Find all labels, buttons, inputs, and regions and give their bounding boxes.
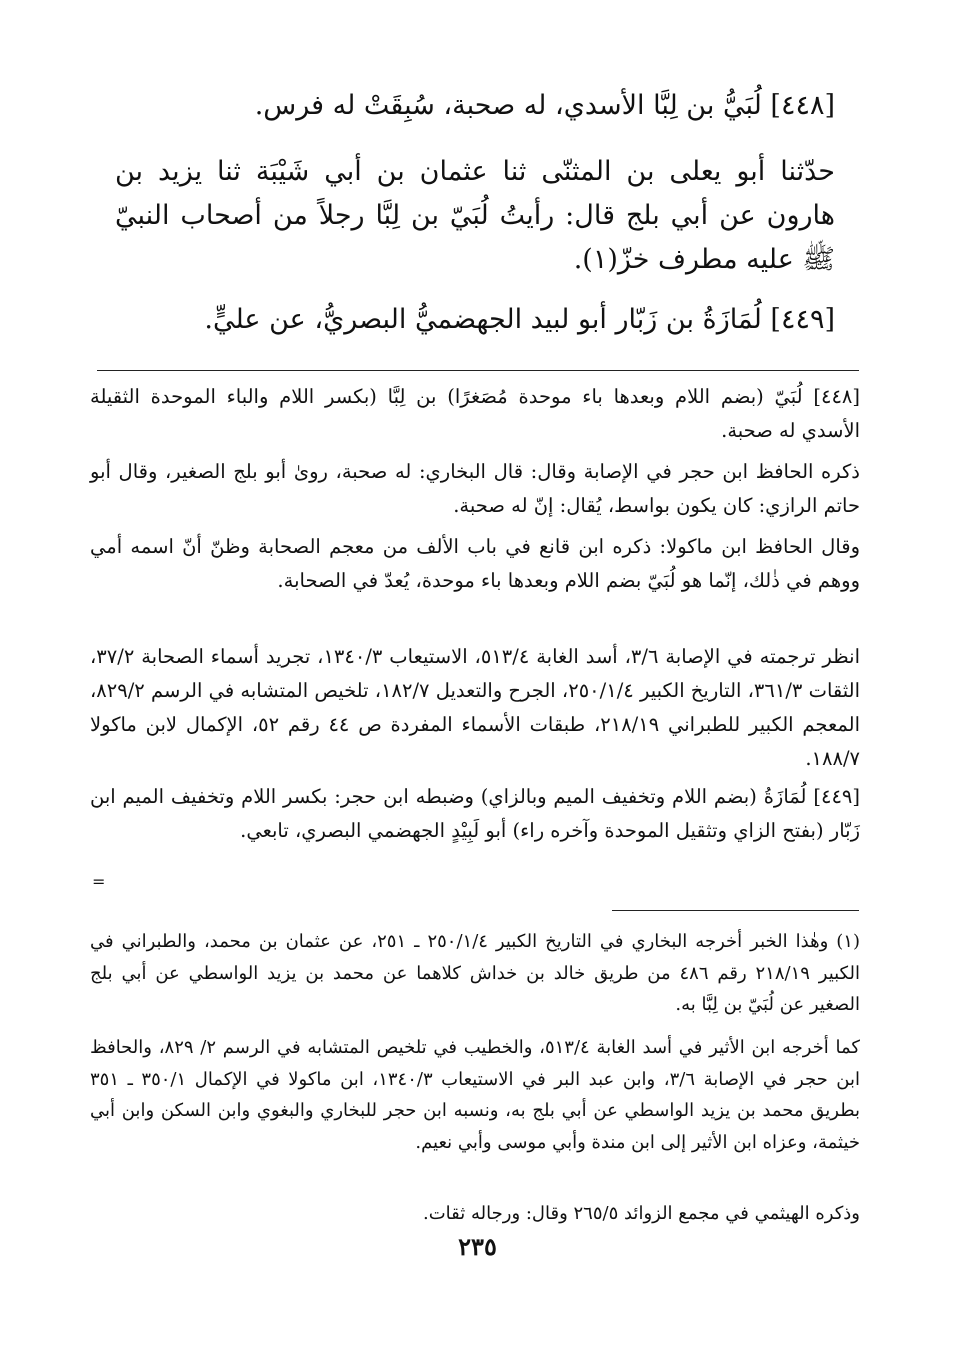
footnote-1-end: وذكره الهيثمي في مجمع الزوائد ٢٦٥/٥ وقال: ورجاله ثقات. xyxy=(423,1203,860,1224)
note-448-paragraph: ذكره الحافظ ابن حجر في الإصابة وقال: قال البخاري: له صحبة، روىٰ أبو بلج الصغير، وقال أبو حاتم الرازي: كان يكون بواسط، يُقال: إنّ له صحبة. xyxy=(90,460,860,517)
note-449: [٤٤٩] لُمَازَةُ (بضم اللام وتخفيف الميم وبالزاي) وضبطه ابن حجر: بكسر اللام وتخفيف الميم ابن زَبّار (بفتح الزاي وتثقيل الموحدة وآخره راء) أبو لَبِيْدٍ الجهضمي البصري، تابعي. xyxy=(90,785,860,842)
main-entry-448: [٤٤٨] لُبَيُّ بن لِبَّا الأسدي، له صحبة، سُبِقَتْ له فرس. xyxy=(254,90,835,121)
continuation-mark: = xyxy=(92,872,106,891)
notes-separator xyxy=(97,370,859,371)
page-number: ٢٣٥ xyxy=(458,1232,497,1261)
footnote-separator xyxy=(612,910,859,911)
note-448-heading: [٤٤٨] لُبَيّ (بضم اللام وبعدها باء موحدة مُصَغرًا) بن لِبَّا (بكسر اللام والباء الموحدة الثقيلة الأسدي له صحبة. xyxy=(90,385,860,442)
main-entry-449: [٤٤٩] لُمَازَةُ بن زَبّار أبو لبيد الجهضميُّ البصريُّ، عن عليٍّ. xyxy=(204,304,835,335)
footnote-1-continuation: كما أخرجه ابن الأثير في أسد الغابة ٥١٣/٤، والخطيب في تلخيص المتشابه في الرسم ٢/ ٨٢٩، والحافظ ابن حجر في الإصابة ٣/٦، وابن عبد البر في الاستيعاب ١٣٤٠/٣، ابن ماكولا في الإكمال ٣٥٠/١ ـ ٣٥١ بطريق محمد بن يزيد الواسطي عن أبي بلج به، ونسبه ابن حجر للبخاري والبغوي وابن السكن وابن أبي خيثمة، وعزاه ابن الأثير إلى ابن مندة وأبي موسى وأبي نعيم. xyxy=(90,1037,860,1153)
footnote-1: (١) وهٰذا الخبر أخرجه البخاري في التاريخ الكبير ٢٥٠/١/٤ ـ ٢٥١، عن عثمان بن محمد، والطبراني في الكبير ٢١٨/١٩ رقم ٤٨٦ من طريق خالد بن خداش كلاهما عن محمد بن يزيد الواسطي عن أبي بلج الصغير عن لُبَيّ بن لِبَّا به. xyxy=(90,931,860,1015)
main-hadith: حدّثنا أبو يعلى بن المثنّى ثنا عثمان بن أبي شَيْبَة ثنا يزيد بن هارون عن أبي بلج قال: رأيتُ لُبَيّ بن لِبَّا رجلاً من أصحاب النبيّ ﷺ عليه مطرف خزّ(١). xyxy=(115,156,835,275)
note-448-references: انظر ترجمته في الإصابة ٣/٦، أسد الغابة ٥١٣/٤، الاستيعاب ١٣٤٠/٣، تجريد أسماء الصحابة ٣٧/٢، الثقات ٣٦١/٣، التاريخ الكبير ٢٥٠/١/٤، الجرح والتعديل ١٨٢/٧، تلخيص المتشابه في الرسم ٨٢٩/٢، المعجم الكبير للطبراني ٢١٨/١٩، طبقات الأسماء المفردة ص ٤٤ رقم ٥٢، الإكمال لابن ماكولا ١٨٨/٧. xyxy=(90,645,860,770)
note-448-paragraph: وقال الحافظ ابن ماكولا: ذكره ابن قانع في باب الألف من معجم الصحابة وظنّ أنّ اسمه أمي ووهم في ذٰلك، إنّما هو لُبَيّ بضم اللام وبعدها باء موحدة، يُعدّ في الصحابة. xyxy=(90,535,860,592)
